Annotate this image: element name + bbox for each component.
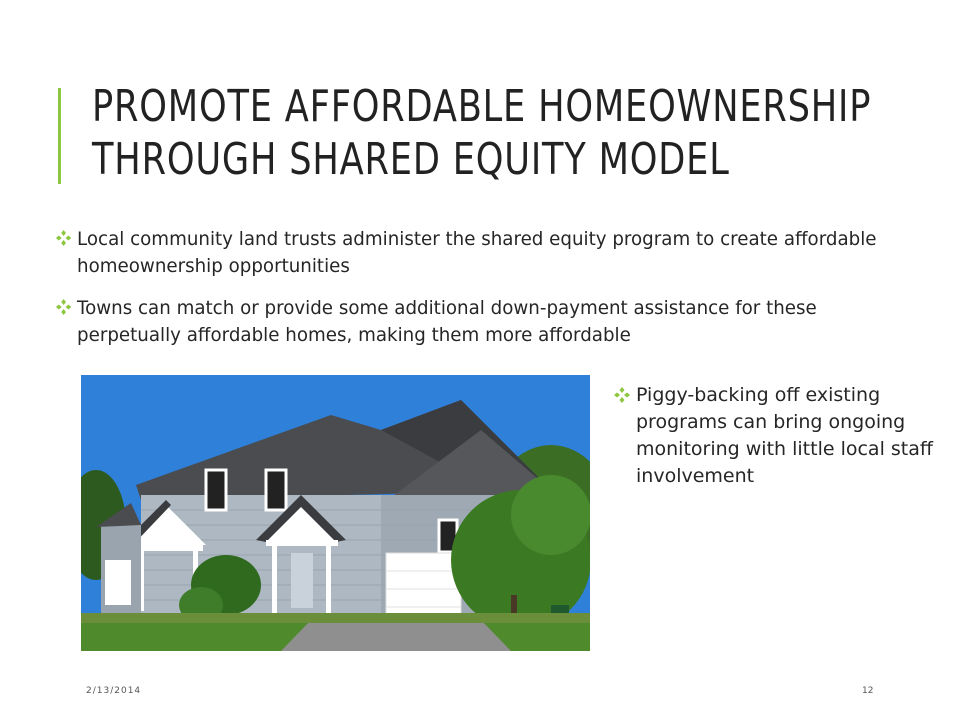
bullet-text: Local community land trusts administer the shared equity program to create affordable homeownership opportunities [77, 228, 877, 277]
side-bullet [614, 382, 946, 490]
list-item [54, 226, 912, 280]
list-item [54, 295, 912, 349]
footer-date: 2/13/2014 [86, 686, 142, 696]
four-diamond-bullet-icon [56, 230, 71, 246]
title-line-2: THROUGH SHARED EQUITY MODEL [92, 134, 730, 185]
house-illustration [81, 375, 590, 651]
four-diamond-bullet-icon [614, 387, 630, 403]
bullet-text: Towns can match or provide some additional down-payment assistance for these perpetually affordable homes, making them more affordable [77, 297, 817, 346]
four-diamond-bullet-icon [56, 299, 71, 315]
title-accent-bar [58, 88, 61, 184]
slide-title [92, 80, 932, 186]
side-bullet-text: Piggy-backing off existing programs can bring ongoing monitoring with little local staff involvement [636, 384, 933, 487]
page-number: 12 [862, 686, 874, 696]
title-line-1: PROMOTE AFFORDABLE HOMEOWNERSHIP [92, 81, 872, 132]
bullet-list [54, 226, 904, 364]
house-photo [81, 375, 590, 651]
